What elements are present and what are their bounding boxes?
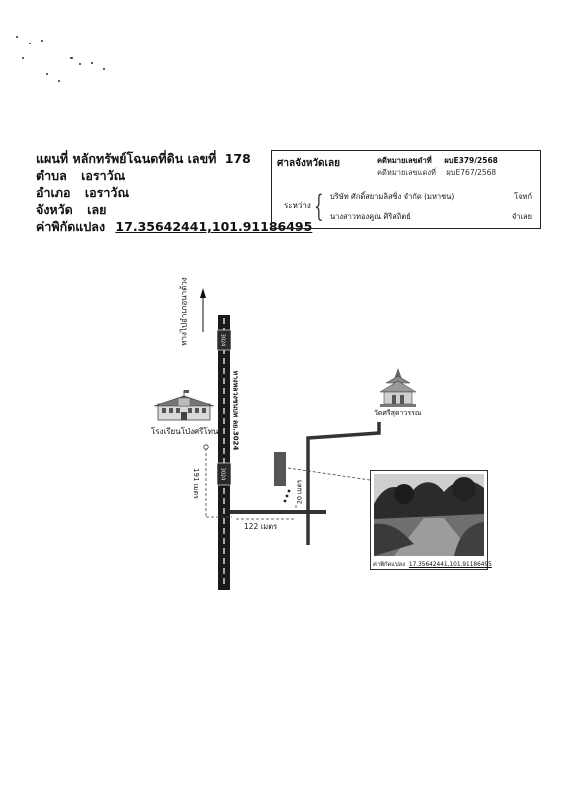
side-road-lower — [230, 510, 326, 514]
province-label: จังหวัด — [36, 202, 73, 217]
plot-pointer-line — [288, 468, 370, 480]
case-black-label: คดีหมายเลขดำที่ — [377, 156, 432, 165]
photo-coord-value: 17.35642441,101.91186495 — [408, 562, 492, 568]
coord-label: ค่าพิกัดแปลง — [36, 219, 106, 234]
court-name: ศาลจังหวัดเลย — [277, 158, 340, 169]
plot-number: 178 — [224, 151, 251, 166]
school-building-icon — [154, 390, 214, 420]
coord-value: 17.35642441,101.91186495 — [115, 219, 313, 234]
school-label: โรงเรียนโป่งศรีโทน — [151, 427, 219, 436]
case-black-number: ผบE379/2568 — [444, 156, 498, 165]
plaintiff-role: โจทก์ — [514, 192, 532, 201]
land-plot-marker — [274, 452, 286, 486]
distance-122-label: 122 เมตร — [244, 522, 278, 531]
plot-photo-frame — [370, 470, 492, 570]
case-red-label: คดีหมายเลขแดงที่ — [377, 168, 436, 177]
photo-caption — [373, 559, 492, 569]
plaintiff-name: บริษัท ศักดิ์สยามลิสซิ่ง จำกัด (มหาชน) — [330, 192, 455, 201]
province-value: เลย — [87, 202, 107, 217]
plot-map-label: แผนที่ หลักทรัพย์โฉนดที่ดิน เลขที่ — [36, 151, 217, 166]
north-arrow-icon — [200, 288, 206, 332]
defendant-role: จำเลย — [511, 212, 532, 221]
case-red-number: ผบE767/2568 — [446, 168, 497, 177]
brace-icon: { — [314, 189, 324, 224]
district-value: เอราวัณ — [84, 185, 130, 200]
main-road — [218, 315, 230, 590]
photo-coord-label: ค่าพิกัดแปลง — [373, 562, 406, 568]
subdistrict-label: ตำบล — [36, 168, 67, 183]
defendant-name: นางสาวทองคูณ ศิริสถิตย์ — [330, 212, 411, 221]
between-label: ระหว่าง — [284, 201, 311, 210]
path-dots — [284, 490, 291, 503]
temple-icon — [380, 368, 416, 407]
direction-label: ทางไปอำเภอนาด้วง — [179, 277, 189, 346]
temple-label: วัดศรีสุดาวรรณ — [374, 409, 422, 417]
side-road-upper — [308, 422, 379, 545]
road-badge-top-label: 3024 — [219, 333, 226, 347]
distance-20-label: 20 เมตร — [295, 479, 304, 505]
road-name-label: ทางหลวงชนบท ลย.3024 — [231, 370, 240, 451]
road-badge-bottom-label: 3024 — [219, 467, 226, 481]
district-label: อำเภอ — [36, 185, 71, 200]
subdistrict-value: เอราวัณ — [81, 168, 126, 183]
distance-191-label: 191 เมตร — [191, 468, 200, 499]
plot-photo — [374, 474, 484, 556]
